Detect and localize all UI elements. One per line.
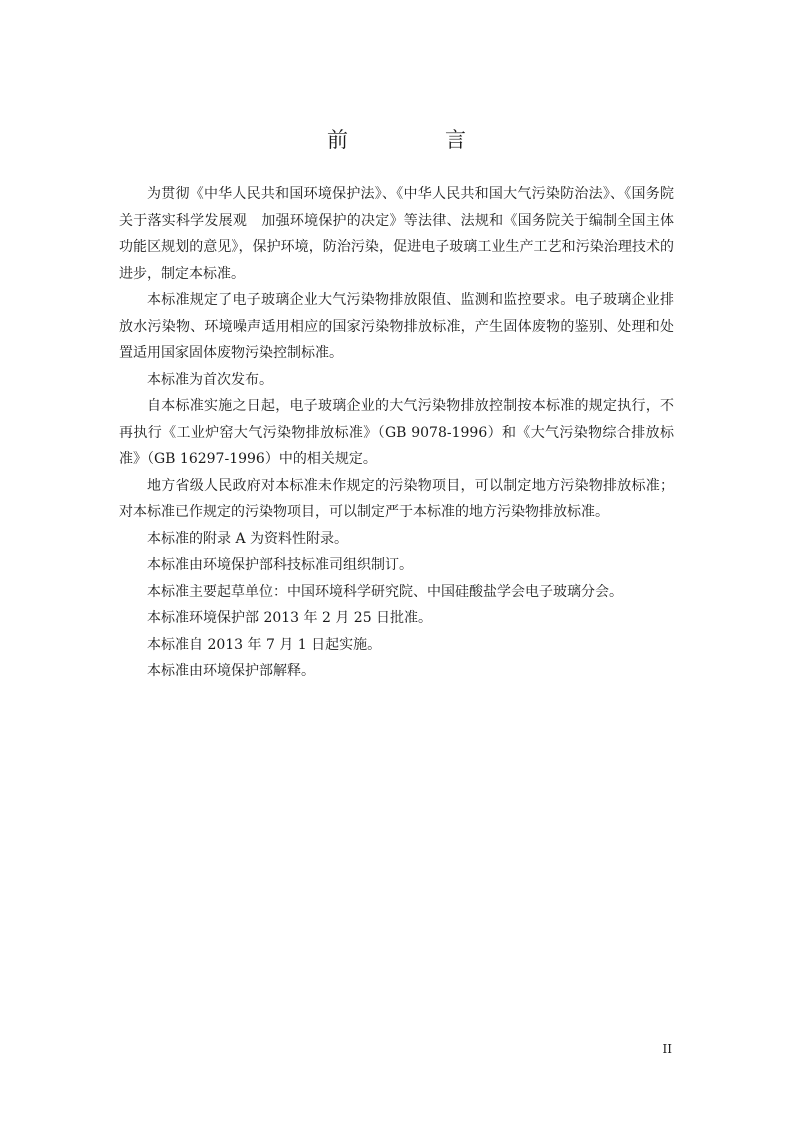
paragraph: 本标准由环境保护部科技标准司组织制订。 (147, 557, 413, 573)
preface-body (119, 181, 674, 685)
paragraph: 本标准自 2013 年 7 月 1 日起实施。 (147, 636, 382, 653)
page-title: 前 言 (327, 128, 504, 152)
paragraph: 本标准主要起草单位：中国环境科学研究院、中国硅酸盐学会电子玻璃分会。 (147, 583, 623, 600)
paragraph: 本标准环境保护部 2013 年 2 月 25 日批准。 (147, 610, 433, 626)
paragraph: 本标准规定了电子玻璃企业大气污染物排放限值、监测和监控要求。电子玻璃企业排放水污染物、环境噪声适用相应的国家污染物排放标准，产生固体废物的鉴别、处理和处置适用国家固体废物污染控制标准。 (119, 292, 674, 361)
paragraph: 地方省级人民政府对本标准未作规定的污染物项目，可以制定地方污染物排放标准；对本标准已作规定的污染物项目，可以制定严于本标准的地方污染物排放标准。 (119, 477, 674, 520)
paragraph: 自本标准实施之日起，电子玻璃企业的大气污染物排放控制按本标准的规定执行，不再执行《工业炉窑大气污染物排放标准》（GB 9078-1996）和《大气污染物综合排放标准》（GB 16297-1996）中的相关规定。 (119, 398, 674, 467)
paragraph: 本标准由环境保护部解释。 (147, 663, 315, 679)
page-number: II (662, 1042, 672, 1056)
paragraph: 为贯彻《中华人民共和国环境保护法》、《中华人民共和国大气污染防治法》、《国务院关于落实科学发展观 加强环境保护的决定》等法律、法规和《国务院关于编制全国主体功能区规划的意见》，保护环境，防治污染，促进电子玻璃工业生产工艺和污染治理技术的进步，制定本标准。 (119, 186, 674, 282)
paragraph: 本标准的附录 A 为资料性附录。 (147, 530, 349, 547)
paragraph: 本标准为首次发布。 (147, 371, 273, 388)
